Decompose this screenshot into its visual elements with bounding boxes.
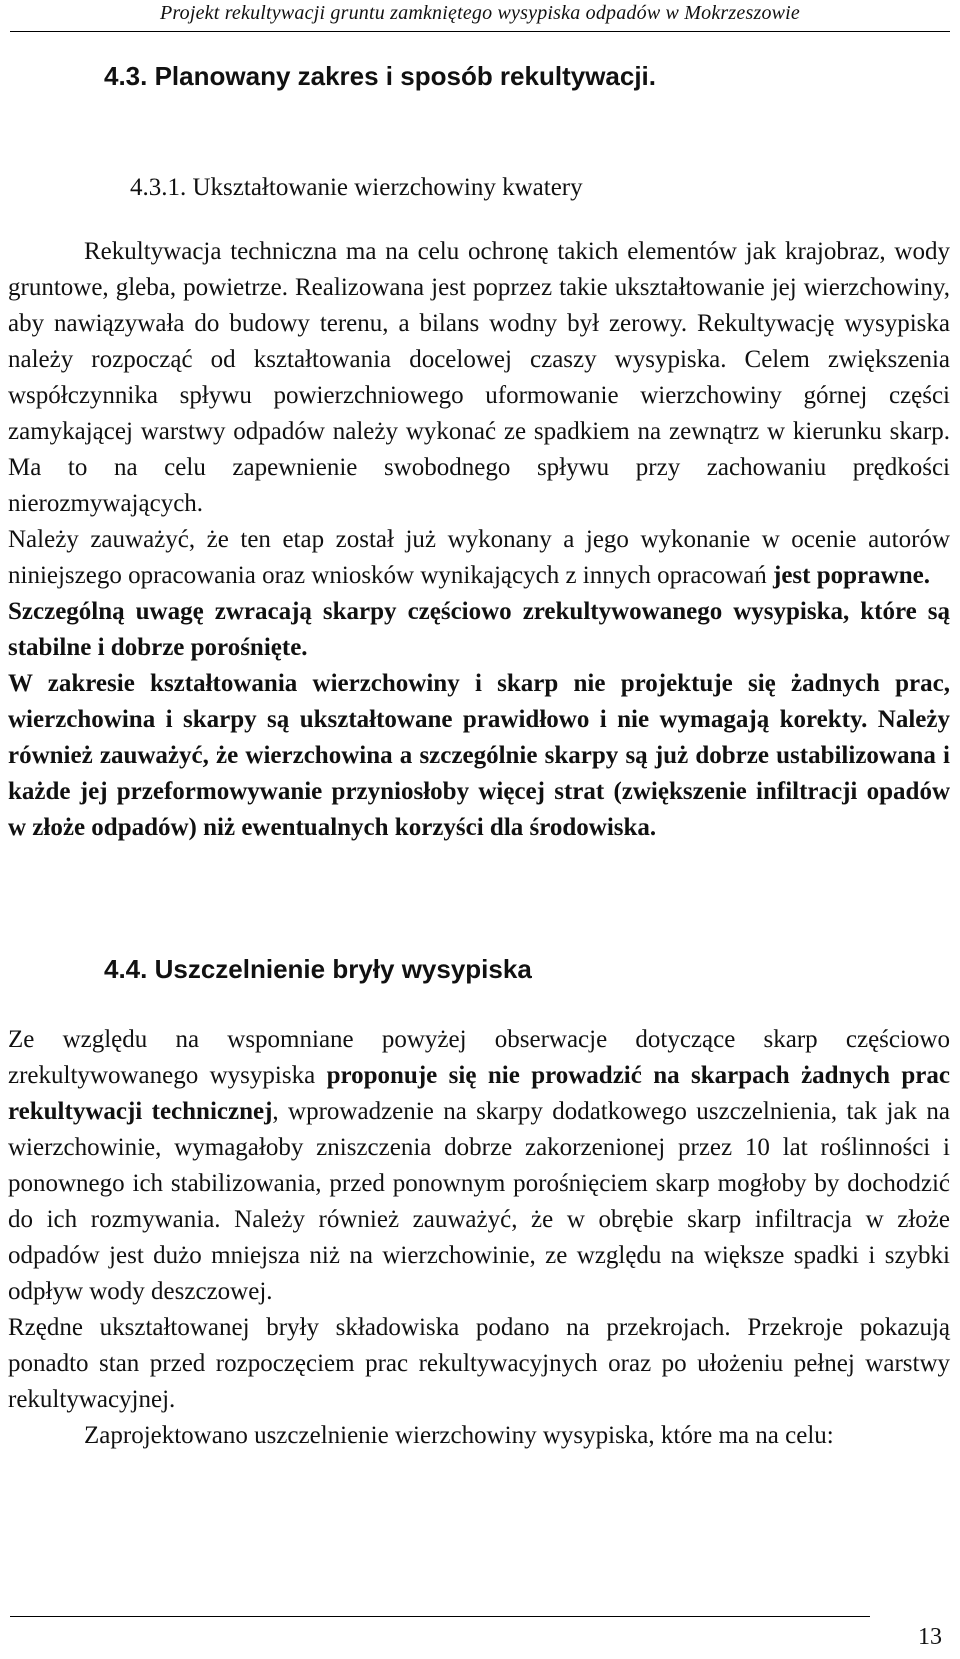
paragraph-text: Ze względu na wspomniane powyżej obserwacje dotyczące skarp częściowo zrekultywowanego wysypiska	[8, 1026, 950, 1089]
paragraph	[8, 522, 950, 594]
page-number: 13	[918, 1624, 942, 1650]
paragraph: Zaprojektowano uszczelnienie wierzchowiny wysypiska, które ma na celu:	[84, 1422, 834, 1449]
paragraph: W zakresie kształtowania wierzchowiny i skarp nie projektuje się żadnych prac, wierzchowina i skarpy są ukształtowane prawidłowo i nie wymagają korekty. Należy również zauważyć, że wierzchowina a szczególnie skarpy są już dobrze ustabilizowana i każde jej przeformowywanie przyniosłoby więcej strat (zwiększenie infiltracji opadów w złoże odpadów) niż ewentualnych korzyści dla środowiska.	[8, 670, 950, 841]
header-rule	[10, 31, 950, 32]
paragraph-bold-text: proponuje się nie prowadzić na skarpach żadnych prac rekultywacji technicznej	[8, 1062, 950, 1125]
paragraph-bold-text: jest poprawne.	[773, 562, 930, 589]
section-4-3-1-body	[8, 234, 950, 846]
paragraph-text: , wprowadzenie na skarpy dodatkowego uszczelnienia, tak jak na wierzchowinie, wymagałoby zniszczenia dobrze zakorzenionej przez 10 lat roślinności i ponownego ich stabilizowania, przed ponownym porośnięciem skarp mogłoby by dochodzić do ich rozmywania. Należy również zauważyć, że w obrębie skarp infiltracja w złoże odpadów jest dużo mniejsza niż na wierzchowinie, ze względu na większe spadki i szybki odpływ wody deszczowej.	[8, 1098, 951, 1305]
paragraph: Rzędne ukształtowanej bryły składowiska podano na przekrojach. Przekroje pokazują ponadto stan przed rozpoczęciem prac rekultywacyjnych oraz po ułożeniu pełnej warstwy rekultywacyjnej.	[8, 1314, 950, 1413]
section-heading-4-4: 4.4. Uszczelnienie bryły wysypiska	[104, 954, 532, 984]
section-4-4-body	[8, 1022, 950, 1454]
subsection-heading-4-3-1: 4.3.1. Ukształtowanie wierzchowiny kwatery	[130, 174, 583, 201]
running-header: Projekt rekultywacji gruntu zamkniętego wysypiska odpadów w Mokrzeszowie	[159, 2, 801, 24]
paragraph-text: Należy zauważyć, że ten etap został już wykonany a jego wykonanie w ocenie autorów niniejszego opracowania oraz wniosków wynikających z innych opracowań	[8, 526, 950, 589]
footer-rule	[10, 1616, 870, 1617]
paragraph: Rekultywacja techniczna ma na celu ochronę takich elementów jak krajobraz, wody gruntowe, gleba, powietrze. Realizowana jest poprzez takie ukształtowanie jej wierzchowiny, aby nawiązywała do budowy terenu, a bilans wodny był zerowy. Rekultywację wysypiska należy rozpocząć od kształtowania docelowej czaszy wysypiska. Celem zwiększenia współczynnika spływu powierzchniowego uformowanie wierzchowiny górnej części zamykającej warstwy odpadów należy wykonać ze spadkiem na zewnątrz w kierunku skarp. Ma to na celu zapewnienie swobodnego spływu przy zachowaniu prędkości nierozmywających.	[8, 238, 950, 517]
section-heading-4-3: 4.3. Planowany zakres i sposób rekultywacji.	[104, 61, 657, 91]
paragraph	[8, 1022, 950, 1310]
paragraph: Szczególną uwagę zwracają skarpy częściowo zrekultywowanego wysypiska, które są stabilne i dobrze porośnięte.	[8, 598, 950, 661]
